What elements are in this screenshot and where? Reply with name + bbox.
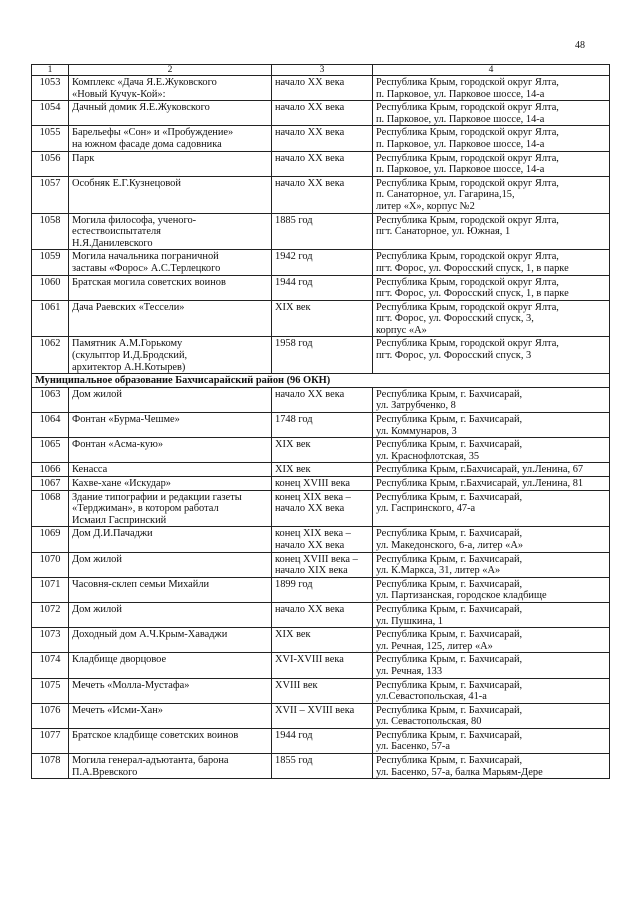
- object-name: Дача Раевских «Тессели»: [69, 300, 272, 337]
- object-date: конец XIX века – начало XX века: [272, 527, 373, 552]
- column-header-1: 1: [32, 65, 69, 76]
- object-name: Могила начальника пограничной заставы «Форос» А.С.Терлецкого: [69, 250, 272, 275]
- table-row: [32, 754, 610, 779]
- table-row: [32, 678, 610, 703]
- object-address: Республика Крым, г. Бахчисарай, ул. Речная, 133: [373, 653, 610, 678]
- object-name: Здание типографии и редакции газеты «Терджиман», в котором работал Исмаил Гаспринский: [69, 490, 272, 527]
- object-address: Республика Крым, городской округ Ялта, п. Санаторное, ул. Гагарина,15, литер «Х», корпус №2: [373, 176, 610, 213]
- object-date: конец XVIII века – начало XIX века: [272, 552, 373, 577]
- row-number: 1054: [32, 101, 69, 126]
- table-row: [32, 250, 610, 275]
- object-address: Республика Крым, городской округ Ялта, пгт. Форос, ул. Форосский спуск, 3, корпус «А»: [373, 300, 610, 337]
- object-name: Особняк Е.Г.Кузнецовой: [69, 176, 272, 213]
- object-date: начало XX века: [272, 387, 373, 412]
- object-name: Дачный домик Я.Е.Жуковского: [69, 101, 272, 126]
- object-name: Барельефы «Сон» и «Пробуждение» на южном фасаде дома садовника: [69, 126, 272, 151]
- table-row: [32, 653, 610, 678]
- object-address: Республика Крым, г. Бахчисарай, ул. Затрубченко, 8: [373, 387, 610, 412]
- table-row: [32, 438, 610, 463]
- section-row: [32, 374, 610, 388]
- row-number: 1059: [32, 250, 69, 275]
- object-name: Часовня-склеп семьи Михайли: [69, 577, 272, 602]
- object-date: начало XX века: [272, 126, 373, 151]
- object-date: XVII – XVIII века: [272, 703, 373, 728]
- table-row: [32, 477, 610, 491]
- object-address: Республика Крым, г. Бахчисарай, ул. Севастопольская, 80: [373, 703, 610, 728]
- object-name: Братская могила советских воинов: [69, 275, 272, 300]
- table-row: [32, 151, 610, 176]
- row-number: 1062: [32, 337, 69, 374]
- object-date: 1748 год: [272, 413, 373, 438]
- object-date: 1885 год: [272, 213, 373, 250]
- object-name: Дом жилой: [69, 552, 272, 577]
- object-address: Республика Крым, городской округ Ялта, п. Парковое, ул. Парковое шоссе, 14-а: [373, 101, 610, 126]
- table-row: [32, 101, 610, 126]
- row-number: 1060: [32, 275, 69, 300]
- object-date: конец XIX века – начало XX века: [272, 490, 373, 527]
- table-row: [32, 176, 610, 213]
- object-name: Кахве-хане «Искудар»: [69, 477, 272, 491]
- row-number: 1074: [32, 653, 69, 678]
- object-date: начало XX века: [272, 76, 373, 101]
- object-date: начало XX века: [272, 176, 373, 213]
- object-address: Республика Крым, г. Бахчисарай, ул. Речная, 125, литер «А»: [373, 628, 610, 653]
- object-date: XVI-XVIII века: [272, 653, 373, 678]
- object-address: Республика Крым, г. Бахчисарай, ул. Гаспринского, 47-а: [373, 490, 610, 527]
- table-row: [32, 337, 610, 374]
- table-row: [32, 490, 610, 527]
- table-body-bakhchisaray: [32, 387, 610, 778]
- section-row-group: [32, 374, 610, 388]
- object-date: 1958 год: [272, 337, 373, 374]
- column-header-3: 3: [272, 65, 373, 76]
- row-number: 1077: [32, 728, 69, 753]
- object-address: Республика Крым, г. Бахчисарай, ул. Партизанская, городское кладбище: [373, 577, 610, 602]
- table-row: [32, 728, 610, 753]
- column-header-row: [32, 65, 610, 76]
- row-number: 1076: [32, 703, 69, 728]
- table-row: [32, 300, 610, 337]
- table-row: [32, 602, 610, 627]
- object-name: Мечеть «Молла-Мустафа»: [69, 678, 272, 703]
- object-address: Республика Крым, г.Бахчисарай, ул.Ленина, 81: [373, 477, 610, 491]
- row-number: 1073: [32, 628, 69, 653]
- table-row: [32, 628, 610, 653]
- object-name: Фонтан «Бурма-Чешме»: [69, 413, 272, 438]
- object-date: начало XX века: [272, 151, 373, 176]
- row-number: 1069: [32, 527, 69, 552]
- object-name: Парк: [69, 151, 272, 176]
- row-number: 1058: [32, 213, 69, 250]
- object-date: XIX век: [272, 463, 373, 477]
- object-name: Дом жилой: [69, 602, 272, 627]
- object-name: Могила философа, ученого- естествоиспытателя Н.Я.Данилевского: [69, 213, 272, 250]
- table-row: [32, 552, 610, 577]
- object-name: Кладбище дворцовое: [69, 653, 272, 678]
- object-address: Республика Крым, городской округ Ялта, пгт. Форос, ул. Форосский спуск, 3: [373, 337, 610, 374]
- object-date: конец XVIII века: [272, 477, 373, 491]
- object-date: 1944 год: [272, 275, 373, 300]
- row-number: 1063: [32, 387, 69, 412]
- heritage-table: [31, 64, 610, 779]
- object-address: Республика Крым, г. Бахчисарай, ул. Краснофлотская, 35: [373, 438, 610, 463]
- section-title: Муниципальное образование Бахчисарайский район (96 ОКН): [32, 374, 610, 388]
- object-name: Фонтан «Асма-кую»: [69, 438, 272, 463]
- object-name: Мечеть «Исми-Хан»: [69, 703, 272, 728]
- object-address: Республика Крым, г.Бахчисарай, ул.Ленина, 67: [373, 463, 610, 477]
- object-date: XVIII век: [272, 678, 373, 703]
- object-name: Доходный дом А.Ч.Крым-Хаваджи: [69, 628, 272, 653]
- table-row: [32, 463, 610, 477]
- object-address: Республика Крым, г. Бахчисарай, ул. Коммунаров, 3: [373, 413, 610, 438]
- row-number: 1068: [32, 490, 69, 527]
- object-date: XIX век: [272, 300, 373, 337]
- object-address: Республика Крым, г. Бахчисарай, ул.Севастопольская, 41-а: [373, 678, 610, 703]
- object-name: Дом Д.И.Пачаджи: [69, 527, 272, 552]
- object-name: Памятник А.М.Горькому (скульптор И.Д.Бродский, архитектор А.Н.Котырев): [69, 337, 272, 374]
- object-address: Республика Крым, городской округ Ялта, п. Парковое, ул. Парковое шоссе, 14-а: [373, 126, 610, 151]
- object-name: Братское кладбище советских воинов: [69, 728, 272, 753]
- object-date: 1942 год: [272, 250, 373, 275]
- object-date: XIX век: [272, 438, 373, 463]
- row-number: 1057: [32, 176, 69, 213]
- table-row: [32, 413, 610, 438]
- row-number: 1065: [32, 438, 69, 463]
- object-address: Республика Крым, городской округ Ялта, п. Парковое, ул. Парковое шоссе, 14-а: [373, 151, 610, 176]
- object-address: Республика Крым, городской округ Ялта, пгт. Форос, ул. Форосский спуск, 1, в парке: [373, 275, 610, 300]
- table-row: [32, 213, 610, 250]
- object-date: 1855 год: [272, 754, 373, 779]
- table-row: [32, 387, 610, 412]
- row-number: 1061: [32, 300, 69, 337]
- column-header-2: 2: [69, 65, 272, 76]
- table-row: [32, 577, 610, 602]
- row-number: 1064: [32, 413, 69, 438]
- object-name: Комплекс «Дача Я.Е.Жуковского «Новый Кучук-Кой»:: [69, 76, 272, 101]
- page-number: 48: [575, 40, 585, 51]
- object-name: Могила генерал-адъютанта, барона П.А.Вревского: [69, 754, 272, 779]
- object-name: Кенасса: [69, 463, 272, 477]
- object-address: Республика Крым, г. Бахчисарай, ул. Басенко, 57-а, балка Марьям-Дере: [373, 754, 610, 779]
- row-number: 1053: [32, 76, 69, 101]
- row-number: 1078: [32, 754, 69, 779]
- object-name: Дом жилой: [69, 387, 272, 412]
- object-date: начало XX века: [272, 101, 373, 126]
- object-address: Республика Крым, г. Бахчисарай, ул. Басенко, 57-а: [373, 728, 610, 753]
- row-number: 1072: [32, 602, 69, 627]
- object-address: Республика Крым, городской округ Ялта, п. Парковое, ул. Парковое шоссе, 14-а: [373, 76, 610, 101]
- row-number: 1075: [32, 678, 69, 703]
- table-row: [32, 76, 610, 101]
- row-number: 1066: [32, 463, 69, 477]
- object-address: Республика Крым, г. Бахчисарай, ул. Пушкина, 1: [373, 602, 610, 627]
- table-row: [32, 703, 610, 728]
- object-address: Республика Крым, г. Бахчисарай, ул. Македонского, 6-а, литер «А»: [373, 527, 610, 552]
- object-date: начало XX века: [272, 602, 373, 627]
- table-row: [32, 527, 610, 552]
- object-date: 1899 год: [272, 577, 373, 602]
- row-number: 1067: [32, 477, 69, 491]
- row-number: 1070: [32, 552, 69, 577]
- row-number: 1056: [32, 151, 69, 176]
- row-number: 1055: [32, 126, 69, 151]
- row-number: 1071: [32, 577, 69, 602]
- table-row: [32, 275, 610, 300]
- object-date: 1944 год: [272, 728, 373, 753]
- object-address: Республика Крым, городской округ Ялта, пгт. Форос, ул. Форосский спуск, 1, в парке: [373, 250, 610, 275]
- table-row: [32, 126, 610, 151]
- object-address: Республика Крым, г. Бахчисарай, ул. К.Маркса, 31, литер «А»: [373, 552, 610, 577]
- object-date: XIX век: [272, 628, 373, 653]
- object-address: Республика Крым, городской округ Ялта, пгт. Санаторное, ул. Южная, 1: [373, 213, 610, 250]
- column-header-4: 4: [373, 65, 610, 76]
- table-body-yalta: [32, 76, 610, 374]
